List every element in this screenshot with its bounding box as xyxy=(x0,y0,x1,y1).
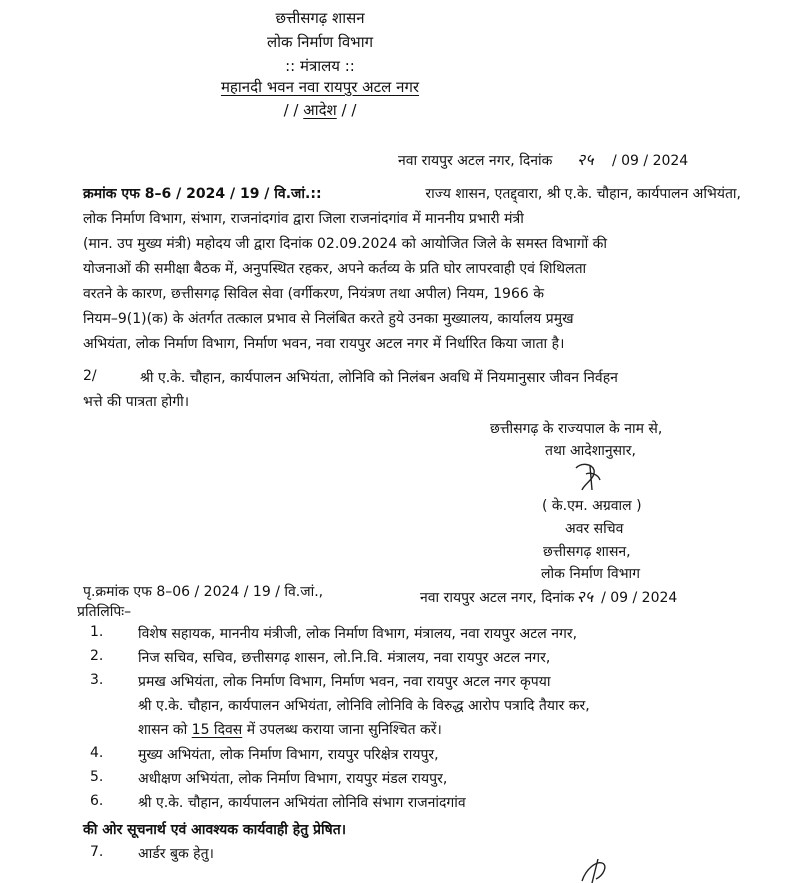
para2-line2: भत्ते की पात्रता होगी। xyxy=(83,394,190,410)
endorsement-handwritten-day: २५ xyxy=(576,587,594,606)
para1-line2: लोक निर्माण विभाग, संभाग, राजनांदगांव द्वारा जिला राजनांदगांव में माननीय प्रभारी मंत्री xyxy=(83,211,524,227)
copy-to-label: प्रतिलिपिः– xyxy=(77,604,132,620)
list-item-number: 3. xyxy=(90,672,104,688)
order-title xyxy=(0,100,640,120)
para1-line1-text: राज्य शासन, एतद्द्वारा, श्री ए.के. चौहान, कार्यपालन अभियंता, xyxy=(425,186,741,202)
para1-line1 xyxy=(83,184,741,203)
order-title-word: आदेश xyxy=(303,101,337,119)
order-title-suffix: / / xyxy=(336,101,357,119)
list-item-number: 5. xyxy=(90,769,104,785)
list-item-number: 1. xyxy=(90,624,104,640)
endorsement-place-date xyxy=(420,585,677,607)
para2-line1: श्री ए.के. चौहान, कार्यपालन अभियंता, लोनिवि को निलंबन अवधि में नियमानुसार जीवन निर्वहन xyxy=(140,370,618,386)
order-place-prefix: नवा रायपुर अटल नगर, दिनांक xyxy=(398,153,553,169)
endorsement-ref-number: पृ.क्रमांक एफ 8–06 / 2024 / 19 / वि.जां., xyxy=(83,584,324,600)
closing-line: की ओर सूचनार्थ एवं आवश्यक कार्यवाही हेतु प्रेषित। xyxy=(83,822,347,838)
list-item-cont-suffix: में उपलब्ध कराया जाना सुनिश्चित करें। xyxy=(242,722,442,738)
para1-line4: योजनाओं की समीक्षा बैठक में, अनुपस्थित रहकर, अपने कर्तव्य के प्रति घोर लापरवाही एवं शिथिलता xyxy=(83,261,587,277)
list-item-text: विशेष सहायक, माननीय मंत्रीजी, लोक निर्माण विभाग, मंत्रालय, नवा रायपुर अटल नगर, xyxy=(138,626,578,642)
signatory-name: ( के.एम. अग्रवाल ) xyxy=(542,498,642,514)
department-name: लोक निर्माण विभाग xyxy=(266,33,374,51)
endorsement-place-prefix: नवा रायपुर अटल नगर, दिनांक xyxy=(420,590,575,606)
para1-line7: अभियंता, लोक निर्माण विभाग, निर्माण भवन, नवा रायपुर अटल नगर में निर्धारित किया जाता है। xyxy=(83,336,565,352)
list-item-text: अधीक्षण अभियंता, लोक निर्माण विभाग, रायपुर मंडल रायपुर, xyxy=(138,771,448,787)
list-item-cont-prefix: शासन को xyxy=(138,722,192,738)
list-item-text: श्री ए.के. चौहान, कार्यपालन अभियंता लोनिवि संभाग राजनांदगांव xyxy=(138,795,466,811)
list-item-number: 6. xyxy=(90,793,104,809)
government-name: छत्तीसगढ़ शासन xyxy=(275,9,365,27)
by-order-line: तथा आदेशानुसार, xyxy=(545,443,636,459)
ministry-label: :: मंत्रालय :: xyxy=(285,57,355,75)
signatory-designation: अवर सचिव xyxy=(565,521,624,537)
para2-number: 2/ xyxy=(83,368,97,384)
list-item-text: निज सचिव, सचिव, छत्तीसगढ़ शासन, लो.नि.वि. मंत्रालय, नवा रायपुर अटल नगर, xyxy=(138,650,551,666)
para1-line5: वरतने के कारण, छत्तीसगढ़ सिविल सेवा (वर्गीकरण, नियंत्रण तथा अपील) नियम, 1966 के xyxy=(83,286,544,302)
endorsement-date-suffix: / 09 / 2024 xyxy=(601,590,678,606)
signatory-office-1: छत्तीसगढ़ शासन, xyxy=(543,544,631,560)
order-title-prefix: / / xyxy=(283,101,304,119)
governor-authority-line: छत्तीसगढ़ के राज्यपाल के नाम से, xyxy=(490,421,663,437)
signature-mark-1 xyxy=(570,460,610,494)
para1-line3: (मान. उप मुख्य मंत्री) महोदय जी द्वारा दिनांक 02.09.2024 को आयोजित जिले के समस्त विभागों की xyxy=(83,236,608,252)
address-line xyxy=(0,77,640,97)
list-item-text: प्रमख अभियंता, लोक निर्माण विभाग, निर्माण भवन, नवा रायपुर अटल नगर कृपया xyxy=(138,674,551,690)
list-item-continuation: श्री ए.के. चौहान, कार्यपालन अभियंता, लोनिवि लोनिवि के विरुद्ध आरोप पत्रादि तैयार कर, xyxy=(138,698,590,714)
order-handwritten-day: २५ xyxy=(576,150,594,169)
order-ref-number: क्रमांक एफ 8–6 / 2024 / 19 / वि.जां.:: xyxy=(83,186,322,202)
list-item-continuation xyxy=(138,720,442,739)
order-date-suffix: / 09 / 2024 xyxy=(611,153,689,169)
deadline-text: 15 दिवस xyxy=(191,722,243,738)
para1-line6: नियम–9(1)(क) के अंतर्गत तत्काल प्रभाव से निलंबित करते हुये उनका मुख्यालय, कार्यालय प्रमुख xyxy=(83,311,574,327)
address-text: महानदी भवन नवा रायपुर अटल नगर xyxy=(220,78,420,96)
signatory-office-2: लोक निर्माण विभाग xyxy=(541,566,641,582)
list-item-number: 4. xyxy=(90,745,104,761)
signature-mark-2 xyxy=(578,855,612,883)
list-item-text: मुख्य अभियंता, लोक निर्माण विभाग, रायपुर परिक्षेत्र रायपुर, xyxy=(138,747,439,763)
list-item-number: 7. xyxy=(90,844,104,860)
order-place-date xyxy=(398,148,688,170)
list-item-number: 2. xyxy=(90,648,104,664)
list-item-text: आर्डर बुक हेतु। xyxy=(138,846,214,862)
